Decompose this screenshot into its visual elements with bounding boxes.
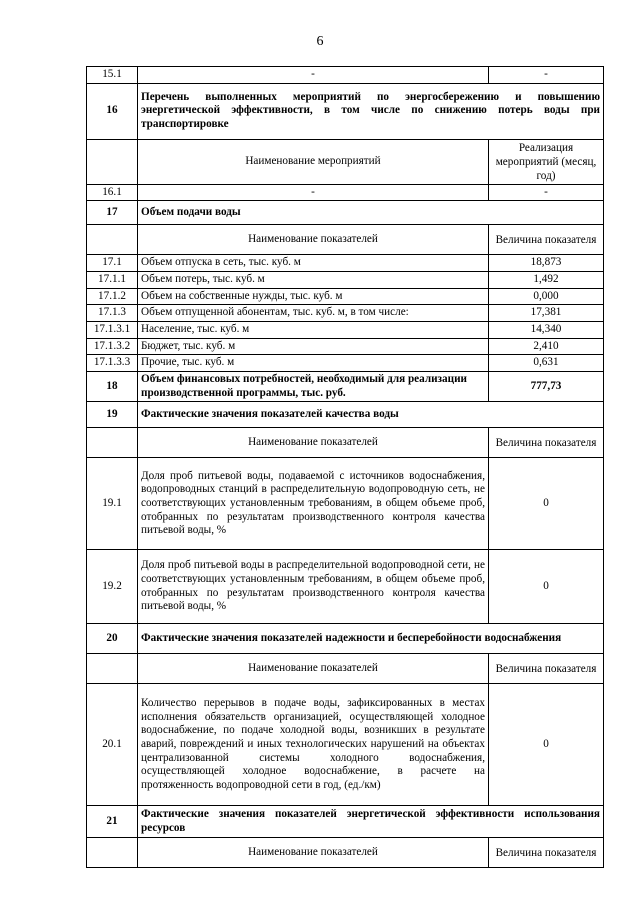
table-row <box>87 550 604 624</box>
row-number: 15.1 <box>87 67 138 84</box>
header-row <box>87 654 604 684</box>
row-name: Количество перерывов в подаче воды, зафиксированных в местах исполнения обязательств организацией, осуществляющей холодное водоснабжение, по подаче холодной воды, возникших в результате аварий, повреждений и иных технологических нарушений на объектах централизованной системы холодного водоснабжения, осуществляющей холодное водоснабжение, в расчете на протяженность водопроводной сети в год, (ед./км) <box>138 684 489 806</box>
table-row <box>87 338 604 355</box>
section-number: 17 <box>87 201 138 225</box>
row-number: 18 <box>87 371 138 401</box>
row-number: 16.1 <box>87 184 138 201</box>
section-row <box>87 201 604 225</box>
row-name: Объем потерь, тыс. куб. м <box>138 271 489 288</box>
section-number: 21 <box>87 806 138 838</box>
row-value: 0,000 <box>489 288 604 305</box>
row-number: 17.1.3 <box>87 305 138 322</box>
row-number: 17.1.3.2 <box>87 338 138 355</box>
row-name: Доля проб питьевой воды в распределительной водопроводной сети, не соответствующих установленным требованиям, в общем объеме проб, отобранных по результатам производственного контроля качества питьевой воды, % <box>138 550 489 624</box>
header-row <box>87 139 604 184</box>
column-header-name: Наименование показателей <box>138 225 489 255</box>
row-value: 17,381 <box>489 305 604 322</box>
column-header-value: Величина показателя <box>489 428 604 458</box>
section-title: Фактические значения показателей надежности и бесперебойности водоснабжения <box>138 624 604 654</box>
header-row <box>87 225 604 255</box>
section-title: Фактические значения показателей энергетической эффективности использования ресурсов <box>138 806 604 838</box>
row-value: 0 <box>489 684 604 806</box>
row-value: - <box>489 184 604 201</box>
page-number: 6 <box>316 34 324 49</box>
row-value: 0 <box>489 550 604 624</box>
column-header-value: Величина показателя <box>489 838 604 868</box>
row-name: Объем отпуска в сеть, тыс. куб. м <box>138 255 489 272</box>
section-title: Объем подачи воды <box>138 201 604 225</box>
row-number: 17.1 <box>87 255 138 272</box>
row-number: 17.1.1 <box>87 271 138 288</box>
row-name: Объем на собственные нужды, тыс. куб. м <box>138 288 489 305</box>
column-header-name: Наименование показателей <box>138 428 489 458</box>
row-value: 2,410 <box>489 338 604 355</box>
table-row <box>87 684 604 806</box>
table-row <box>87 255 604 272</box>
section-row <box>87 806 604 838</box>
table-row <box>87 288 604 305</box>
section-title: Фактические значения показателей качества воды <box>138 402 604 428</box>
row-number: 20.1 <box>87 684 138 806</box>
column-header-name: Наименование показателей <box>138 838 489 868</box>
row-value: 18,873 <box>489 255 604 272</box>
header-row <box>87 838 604 868</box>
column-header-name: Наименование показателей <box>138 654 489 684</box>
table-row <box>87 271 604 288</box>
table-row <box>87 184 604 201</box>
table-row <box>87 321 604 338</box>
section-title: Перечень выполненных мероприятий по энергосбережению и повышению энергетической эффективности, в том числе по снижению потерь воды при транспортировке <box>138 83 604 139</box>
row-name: Объем финансовых потребностей, необходимый для реализации производственной программы, тыс. руб. <box>138 371 489 401</box>
row-name: Доля проб питьевой воды, подаваемой с источников водоснабжения, водопроводных станций в распределительную водопроводную сеть, не соответствующих установленным требованиям, в общем объеме проб, отобранных по результатам производственного контроля качества питьевой воды, % <box>138 458 489 550</box>
row-value: 777,73 <box>489 371 604 401</box>
column-header-name: Наименование мероприятий <box>138 139 489 184</box>
section-number: 16 <box>87 83 138 139</box>
row-name: Бюджет, тыс. куб. м <box>138 338 489 355</box>
section-row <box>87 402 604 428</box>
column-header-value: Величина показателя <box>489 654 604 684</box>
header-row <box>87 428 604 458</box>
row-name: Население, тыс. куб. м <box>138 321 489 338</box>
row-value: 0 <box>489 458 604 550</box>
financial-needs-row <box>87 371 604 401</box>
row-name: - <box>138 184 489 201</box>
row-number: 17.1.2 <box>87 288 138 305</box>
row-number: 19.2 <box>87 550 138 624</box>
row-name: Объем отпущенной абонентам, тыс. куб. м, в том числе: <box>138 305 489 322</box>
table-row <box>87 355 604 372</box>
row-value: 0,631 <box>489 355 604 372</box>
row-number: 17.1.3.1 <box>87 321 138 338</box>
section-number: 19 <box>87 402 138 428</box>
row-value: 1,492 <box>489 271 604 288</box>
column-header-value: Реализация мероприятий (месяц, год) <box>489 139 604 184</box>
row-number: 19.1 <box>87 458 138 550</box>
section-number: 20 <box>87 624 138 654</box>
section-row <box>87 83 604 139</box>
row-name: Прочие, тыс. куб. м <box>138 355 489 372</box>
table-row <box>87 67 604 84</box>
table-row <box>87 305 604 322</box>
section-row <box>87 624 604 654</box>
production-program-table <box>86 66 604 868</box>
row-value: - <box>489 67 604 84</box>
row-value: 14,340 <box>489 321 604 338</box>
row-name: - <box>138 67 489 84</box>
row-number: 17.1.3.3 <box>87 355 138 372</box>
table-row <box>87 458 604 550</box>
column-header-value: Величина показателя <box>489 225 604 255</box>
